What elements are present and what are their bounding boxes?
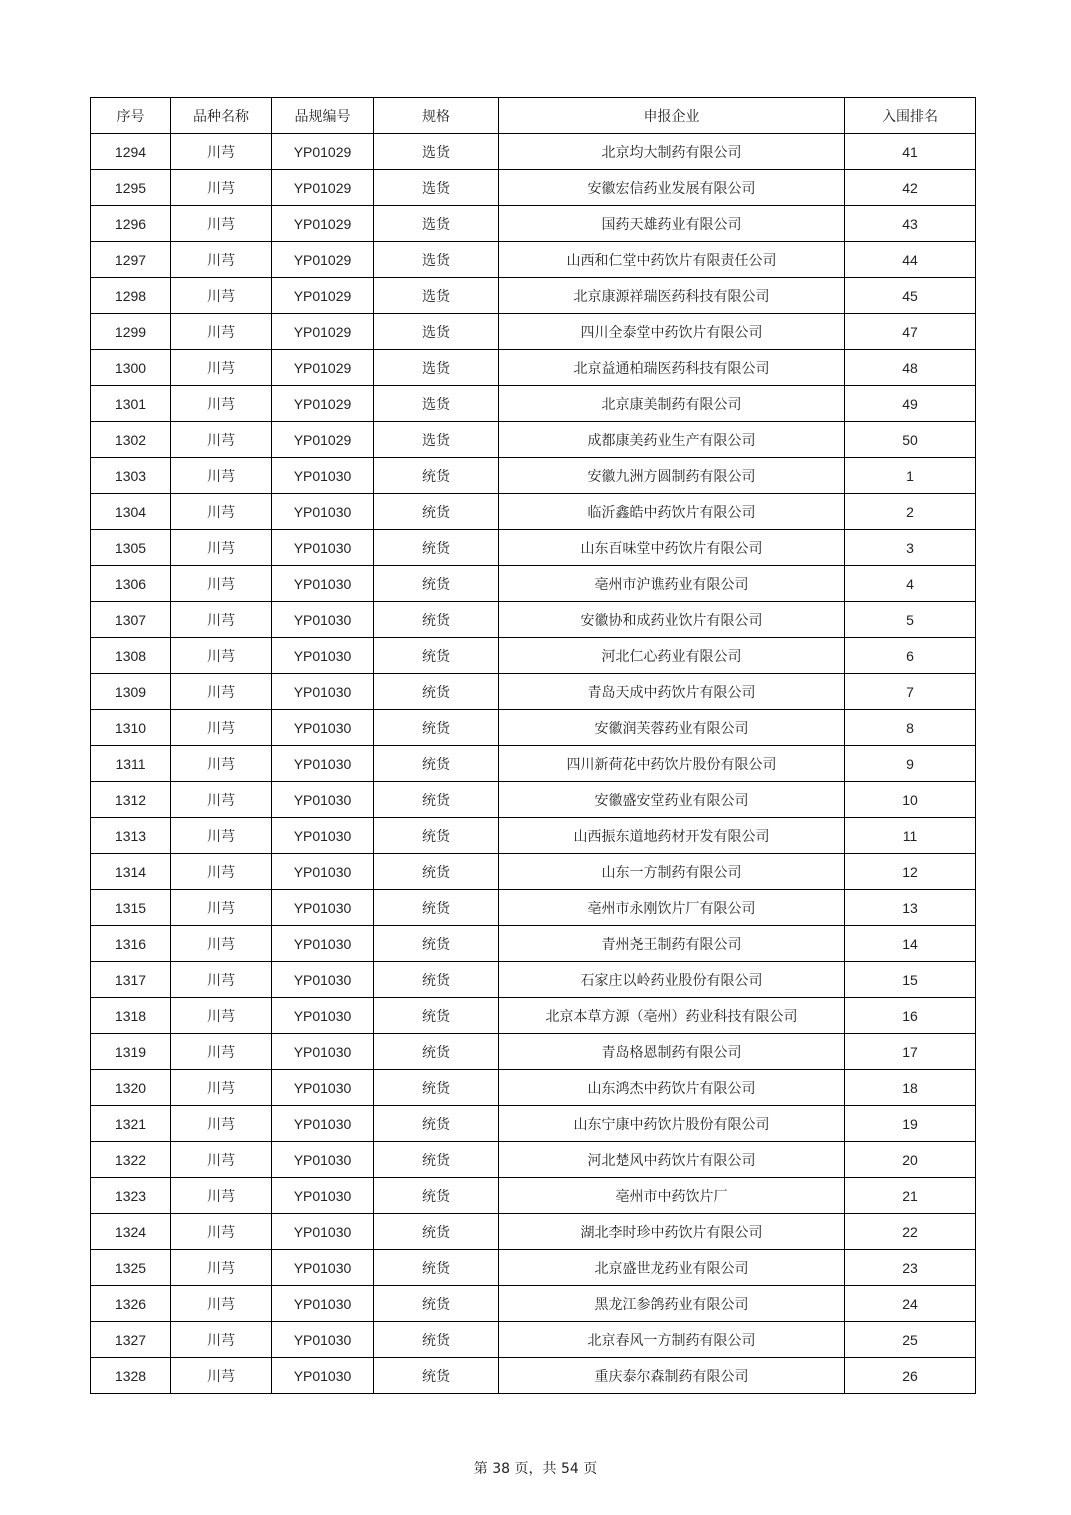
company-cell: 山西和仁堂中药饮片有限责任公司 (499, 242, 845, 278)
variety-name-cell: 川芎 (171, 1106, 272, 1142)
table-row (91, 1214, 976, 1250)
serial-number-cell: 1320 (91, 1070, 171, 1106)
specification-cell: 选货 (374, 278, 499, 314)
rank-cell: 43 (845, 206, 976, 242)
company-cell: 亳州市中药饮片厂 (499, 1178, 845, 1214)
specification-cell: 统货 (374, 998, 499, 1034)
table-row (91, 1034, 976, 1070)
spec-code-cell: YP01030 (272, 962, 374, 998)
spec-code-cell: YP01030 (272, 1142, 374, 1178)
table-row (91, 458, 976, 494)
company-cell: 北京康源祥瑞医药科技有限公司 (499, 278, 845, 314)
specification-cell: 统货 (374, 674, 499, 710)
spec-code-cell: YP01030 (272, 1286, 374, 1322)
variety-name-cell: 川芎 (171, 926, 272, 962)
table-row (91, 1142, 976, 1178)
company-cell: 安徽润芙蓉药业有限公司 (499, 710, 845, 746)
specification-cell: 统货 (374, 530, 499, 566)
serial-number-cell: 1307 (91, 602, 171, 638)
specification-cell: 选货 (374, 206, 499, 242)
variety-name-cell: 川芎 (171, 314, 272, 350)
spec-code-cell: YP01030 (272, 1178, 374, 1214)
table-row (91, 494, 976, 530)
spec-code-cell: YP01030 (272, 926, 374, 962)
spec-code-cell: YP01030 (272, 1358, 374, 1394)
spec-code-cell: YP01029 (272, 422, 374, 458)
specification-cell: 统货 (374, 710, 499, 746)
spec-code-cell: YP01030 (272, 1250, 374, 1286)
serial-number-cell: 1322 (91, 1142, 171, 1178)
rank-cell: 5 (845, 602, 976, 638)
rank-cell: 45 (845, 278, 976, 314)
rank-cell: 25 (845, 1322, 976, 1358)
variety-name-cell: 川芎 (171, 134, 272, 170)
variety-name-cell: 川芎 (171, 1358, 272, 1394)
table-row (91, 674, 976, 710)
company-cell: 北京春风一方制药有限公司 (499, 1322, 845, 1358)
variety-name-cell: 川芎 (171, 854, 272, 890)
page-number-footer: 第 38 页，共 54 页 (473, 1461, 598, 1477)
table-row (91, 746, 976, 782)
spec-code-cell: YP01030 (272, 998, 374, 1034)
variety-name-cell: 川芎 (171, 962, 272, 998)
variety-name-cell: 川芎 (171, 818, 272, 854)
rank-cell: 6 (845, 638, 976, 674)
table-row (91, 134, 976, 170)
spec-code-cell: YP01030 (272, 530, 374, 566)
variety-name-cell: 川芎 (171, 1286, 272, 1322)
spec-code-cell: YP01030 (272, 458, 374, 494)
specification-cell: 统货 (374, 1214, 499, 1250)
serial-number-cell: 1326 (91, 1286, 171, 1322)
variety-name-cell: 川芎 (171, 530, 272, 566)
variety-name-cell: 川芎 (171, 494, 272, 530)
serial-number-cell: 1311 (91, 746, 171, 782)
spec-code-cell: YP01030 (272, 494, 374, 530)
company-cell: 青岛格恩制药有限公司 (499, 1034, 845, 1070)
rank-cell: 4 (845, 566, 976, 602)
rank-cell: 1 (845, 458, 976, 494)
variety-name-cell: 川芎 (171, 998, 272, 1034)
company-cell: 四川全泰堂中药饮片有限公司 (499, 314, 845, 350)
serial-number-cell: 1309 (91, 674, 171, 710)
company-cell: 成都康美药业生产有限公司 (499, 422, 845, 458)
spec-code-cell: YP01030 (272, 1034, 374, 1070)
table-row (91, 314, 976, 350)
variety-name-cell: 川芎 (171, 746, 272, 782)
serial-number-cell: 1308 (91, 638, 171, 674)
serial-number-cell: 1296 (91, 206, 171, 242)
company-cell: 黑龙江参鸽药业有限公司 (499, 1286, 845, 1322)
company-cell: 北京均大制药有限公司 (499, 134, 845, 170)
rank-cell: 16 (845, 998, 976, 1034)
table-row (91, 350, 976, 386)
serial-number-cell: 1315 (91, 890, 171, 926)
rank-cell: 42 (845, 170, 976, 206)
company-cell: 青岛天成中药饮片有限公司 (499, 674, 845, 710)
company-cell: 四川新荷花中药饮片股份有限公司 (499, 746, 845, 782)
table-row (91, 890, 976, 926)
spec-code-cell: YP01029 (272, 314, 374, 350)
spec-code-cell: YP01030 (272, 890, 374, 926)
spec-code-cell: YP01030 (272, 1322, 374, 1358)
company-cell: 安徽宏信药业发展有限公司 (499, 170, 845, 206)
company-cell: 河北仁心药业有限公司 (499, 638, 845, 674)
col-company-header: 申报企业 (499, 98, 845, 134)
spec-code-cell: YP01029 (272, 386, 374, 422)
specification-cell: 选货 (374, 386, 499, 422)
serial-number-cell: 1313 (91, 818, 171, 854)
spec-code-cell: YP01029 (272, 278, 374, 314)
table-row (91, 242, 976, 278)
company-cell: 临沂鑫皓中药饮片有限公司 (499, 494, 845, 530)
specification-cell: 选货 (374, 314, 499, 350)
rank-cell: 24 (845, 1286, 976, 1322)
company-cell: 石家庄以岭药业股份有限公司 (499, 962, 845, 998)
specification-cell: 统货 (374, 566, 499, 602)
specification-cell: 选货 (374, 242, 499, 278)
serial-number-cell: 1300 (91, 350, 171, 386)
table-row (91, 854, 976, 890)
specification-cell: 统货 (374, 602, 499, 638)
rank-cell: 15 (845, 962, 976, 998)
serial-number-cell: 1303 (91, 458, 171, 494)
table-row (91, 602, 976, 638)
table-row (91, 206, 976, 242)
rank-cell: 26 (845, 1358, 976, 1394)
spec-code-cell: YP01030 (272, 1214, 374, 1250)
variety-name-cell: 川芎 (171, 1178, 272, 1214)
variety-name-cell: 川芎 (171, 638, 272, 674)
company-cell: 山东百味堂中药饮片有限公司 (499, 530, 845, 566)
rank-cell: 44 (845, 242, 976, 278)
specification-cell: 选货 (374, 422, 499, 458)
specification-cell: 统货 (374, 1178, 499, 1214)
rank-cell: 8 (845, 710, 976, 746)
specification-cell: 选货 (374, 134, 499, 170)
serial-number-cell: 1299 (91, 314, 171, 350)
rank-cell: 47 (845, 314, 976, 350)
variety-name-cell: 川芎 (171, 1034, 272, 1070)
table-row (91, 1358, 976, 1394)
table-row (91, 170, 976, 206)
specification-cell: 统货 (374, 494, 499, 530)
table-row (91, 1250, 976, 1286)
variety-name-cell: 川芎 (171, 890, 272, 926)
spec-code-cell: YP01030 (272, 854, 374, 890)
rank-cell: 21 (845, 1178, 976, 1214)
specification-cell: 统货 (374, 1106, 499, 1142)
table-row (91, 782, 976, 818)
specification-cell: 统货 (374, 782, 499, 818)
rank-cell: 49 (845, 386, 976, 422)
rank-cell: 13 (845, 890, 976, 926)
spec-code-cell: YP01029 (272, 350, 374, 386)
variety-name-cell: 川芎 (171, 386, 272, 422)
serial-number-cell: 1297 (91, 242, 171, 278)
variety-name-cell: 川芎 (171, 602, 272, 638)
company-cell: 亳州市沪谯药业有限公司 (499, 566, 845, 602)
serial-number-cell: 1317 (91, 962, 171, 998)
table-row (91, 638, 976, 674)
company-cell: 北京益通柏瑞医药科技有限公司 (499, 350, 845, 386)
rank-cell: 41 (845, 134, 976, 170)
col-rank-header: 入围排名 (845, 98, 976, 134)
table-row (91, 998, 976, 1034)
variety-name-cell: 川芎 (171, 566, 272, 602)
spec-code-cell: YP01030 (272, 566, 374, 602)
specification-cell: 统货 (374, 818, 499, 854)
variety-name-cell: 川芎 (171, 458, 272, 494)
table-row (91, 1322, 976, 1358)
rank-cell: 10 (845, 782, 976, 818)
company-cell: 安徽盛安堂药业有限公司 (499, 782, 845, 818)
variety-name-cell: 川芎 (171, 278, 272, 314)
company-cell: 山西振东道地药材开发有限公司 (499, 818, 845, 854)
specification-cell: 统货 (374, 1034, 499, 1070)
table-row (91, 386, 976, 422)
serial-number-cell: 1301 (91, 386, 171, 422)
variety-name-cell: 川芎 (171, 1070, 272, 1106)
company-cell: 北京康美制药有限公司 (499, 386, 845, 422)
spec-code-cell: YP01029 (272, 206, 374, 242)
company-cell: 北京盛世龙药业有限公司 (499, 1250, 845, 1286)
spec-code-cell: YP01030 (272, 1106, 374, 1142)
specification-cell: 选货 (374, 350, 499, 386)
specification-cell: 统货 (374, 458, 499, 494)
bidding-results-table (90, 97, 976, 1394)
rank-cell: 12 (845, 854, 976, 890)
table-row (91, 566, 976, 602)
table-row (91, 710, 976, 746)
specification-cell: 统货 (374, 1250, 499, 1286)
table-row (91, 818, 976, 854)
spec-code-cell: YP01030 (272, 602, 374, 638)
company-cell: 山东宁康中药饮片股份有限公司 (499, 1106, 845, 1142)
spec-code-cell: YP01029 (272, 134, 374, 170)
company-cell: 山东鸿杰中药饮片有限公司 (499, 1070, 845, 1106)
spec-code-cell: YP01029 (272, 242, 374, 278)
company-cell: 亳州市永刚饮片厂有限公司 (499, 890, 845, 926)
table-row (91, 1070, 976, 1106)
rank-cell: 20 (845, 1142, 976, 1178)
serial-number-cell: 1321 (91, 1106, 171, 1142)
rank-cell: 48 (845, 350, 976, 386)
serial-number-cell: 1328 (91, 1358, 171, 1394)
variety-name-cell: 川芎 (171, 1142, 272, 1178)
rank-cell: 7 (845, 674, 976, 710)
serial-number-cell: 1325 (91, 1250, 171, 1286)
table-row (91, 278, 976, 314)
spec-code-cell: YP01030 (272, 818, 374, 854)
table-row (91, 1106, 976, 1142)
specification-cell: 统货 (374, 1322, 499, 1358)
rank-cell: 19 (845, 1106, 976, 1142)
serial-number-cell: 1294 (91, 134, 171, 170)
rank-cell: 22 (845, 1214, 976, 1250)
rank-cell: 18 (845, 1070, 976, 1106)
table-row (91, 926, 976, 962)
rank-cell: 2 (845, 494, 976, 530)
company-cell: 青州尧王制药有限公司 (499, 926, 845, 962)
specification-cell: 统货 (374, 1358, 499, 1394)
company-cell: 安徽协和成药业饮片有限公司 (499, 602, 845, 638)
spec-code-cell: YP01030 (272, 746, 374, 782)
variety-name-cell: 川芎 (171, 1214, 272, 1250)
serial-number-cell: 1323 (91, 1178, 171, 1214)
serial-number-cell: 1310 (91, 710, 171, 746)
variety-name-cell: 川芎 (171, 170, 272, 206)
rank-cell: 11 (845, 818, 976, 854)
rank-cell: 50 (845, 422, 976, 458)
rank-cell: 3 (845, 530, 976, 566)
rank-cell: 17 (845, 1034, 976, 1070)
serial-number-cell: 1295 (91, 170, 171, 206)
spec-code-cell: YP01030 (272, 674, 374, 710)
spec-code-cell: YP01030 (272, 1070, 374, 1106)
variety-name-cell: 川芎 (171, 1250, 272, 1286)
col-variety-name-header: 品种名称 (171, 98, 272, 134)
variety-name-cell: 川芎 (171, 206, 272, 242)
company-cell: 河北楚风中药饮片有限公司 (499, 1142, 845, 1178)
rank-cell: 14 (845, 926, 976, 962)
col-spec-code-header: 品规编号 (272, 98, 374, 134)
serial-number-cell: 1298 (91, 278, 171, 314)
col-serial-number-header: 序号 (91, 98, 171, 134)
specification-cell: 统货 (374, 1142, 499, 1178)
specification-cell: 统货 (374, 962, 499, 998)
rank-cell: 23 (845, 1250, 976, 1286)
company-cell: 山东一方制药有限公司 (499, 854, 845, 890)
company-cell: 国药天雄药业有限公司 (499, 206, 845, 242)
specification-cell: 统货 (374, 854, 499, 890)
specification-cell: 统货 (374, 746, 499, 782)
spec-code-cell: YP01030 (272, 638, 374, 674)
serial-number-cell: 1306 (91, 566, 171, 602)
serial-number-cell: 1312 (91, 782, 171, 818)
serial-number-cell: 1327 (91, 1322, 171, 1358)
variety-name-cell: 川芎 (171, 674, 272, 710)
variety-name-cell: 川芎 (171, 710, 272, 746)
specification-cell: 选货 (374, 170, 499, 206)
serial-number-cell: 1305 (91, 530, 171, 566)
variety-name-cell: 川芎 (171, 782, 272, 818)
variety-name-cell: 川芎 (171, 350, 272, 386)
serial-number-cell: 1304 (91, 494, 171, 530)
variety-name-cell: 川芎 (171, 422, 272, 458)
specification-cell: 统货 (374, 1070, 499, 1106)
variety-name-cell: 川芎 (171, 242, 272, 278)
table-header (91, 98, 976, 134)
serial-number-cell: 1314 (91, 854, 171, 890)
specification-cell: 统货 (374, 638, 499, 674)
table-row (91, 422, 976, 458)
table-body (91, 134, 976, 1394)
specification-cell: 统货 (374, 1286, 499, 1322)
company-cell: 北京本草方源（亳州）药业科技有限公司 (499, 998, 845, 1034)
table-row (91, 1286, 976, 1322)
serial-number-cell: 1319 (91, 1034, 171, 1070)
serial-number-cell: 1324 (91, 1214, 171, 1250)
company-cell: 重庆泰尔森制药有限公司 (499, 1358, 845, 1394)
table-row (91, 962, 976, 998)
serial-number-cell: 1318 (91, 998, 171, 1034)
specification-cell: 统货 (374, 926, 499, 962)
spec-code-cell: YP01030 (272, 782, 374, 818)
col-specification-header: 规格 (374, 98, 499, 134)
company-cell: 湖北李时珍中药饮片有限公司 (499, 1214, 845, 1250)
spec-code-cell: YP01030 (272, 710, 374, 746)
company-cell: 安徽九洲方圆制药有限公司 (499, 458, 845, 494)
header-row (91, 98, 976, 134)
table-row (91, 1178, 976, 1214)
serial-number-cell: 1302 (91, 422, 171, 458)
variety-name-cell: 川芎 (171, 1322, 272, 1358)
serial-number-cell: 1316 (91, 926, 171, 962)
table-row (91, 530, 976, 566)
specification-cell: 统货 (374, 890, 499, 926)
spec-code-cell: YP01029 (272, 170, 374, 206)
rank-cell: 9 (845, 746, 976, 782)
